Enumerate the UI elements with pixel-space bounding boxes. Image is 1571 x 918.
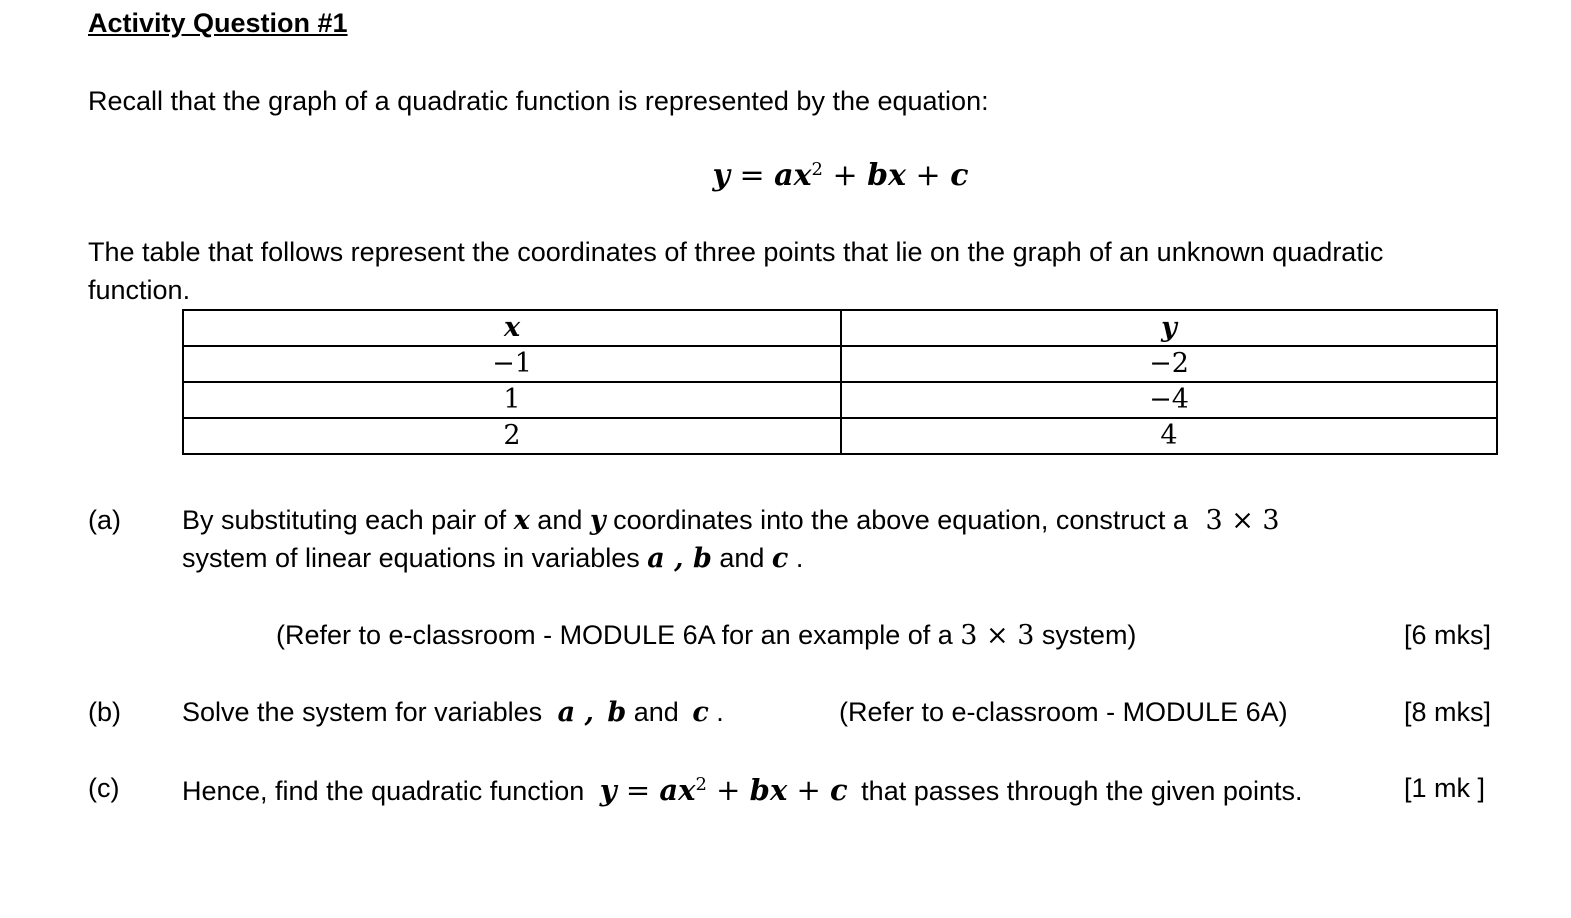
var-a: a [647, 543, 665, 574]
part-a-note [276, 620, 1136, 651]
part-a-line1 [182, 505, 1280, 536]
eq-equals: = [616, 773, 660, 807]
part-a-line2 [182, 543, 803, 574]
var-b: b [607, 697, 627, 728]
eq-equals: = [729, 158, 775, 193]
eq-plus1: + [706, 773, 750, 807]
eq-exponent: 2 [811, 159, 823, 180]
eq-y: y [712, 158, 730, 193]
part-c-text-start: Hence, find the quadratic function [182, 776, 592, 806]
cell-x: −1 [183, 346, 841, 382]
eq-x2: x [769, 773, 788, 807]
period: . [708, 697, 724, 727]
eq-b: b [867, 158, 889, 193]
part-a-marks: [6 mks] [1404, 620, 1492, 650]
var-y: y [589, 505, 606, 536]
eq-exponent: 2 [695, 774, 707, 795]
part-b-note: (Refer to e-classroom - MODULE 6A) [839, 697, 1288, 727]
header-y: y [841, 310, 1497, 346]
part-a-note-dimension: 3 × 3 [960, 620, 1035, 651]
table-header-row [183, 310, 1497, 346]
eq-plus2: + [787, 773, 830, 807]
part-c-text-end: that passes through the given points. [853, 776, 1303, 806]
eq-b: b [749, 773, 770, 807]
part-a-line1-text: By substituting each pair of [182, 505, 514, 535]
cell-y: −4 [841, 382, 1497, 418]
var-b: b [692, 543, 712, 574]
part-b-text-start: Solve the system for variables [182, 697, 550, 727]
part-c-text [182, 773, 1302, 808]
table-row [183, 418, 1497, 454]
part-a-line2-and: and [711, 543, 772, 573]
eq-plus2: + [906, 158, 951, 193]
header-x: x [183, 310, 841, 346]
eq-a: a [659, 773, 679, 807]
part-c-marks: [1 mk ] [1404, 773, 1486, 803]
eq-x1: x [793, 158, 812, 193]
table-row [183, 382, 1497, 418]
eq-a: a [774, 158, 794, 193]
eq-c: c [950, 158, 969, 193]
period: . [788, 543, 804, 573]
part-a-label: (a) [88, 505, 121, 535]
eq-c: c [830, 773, 848, 807]
table-row [183, 346, 1497, 382]
eq-y: y [599, 773, 617, 807]
part-a-line2-text: system of linear equations in variables [182, 543, 648, 573]
cell-y: −2 [841, 346, 1497, 382]
part-a-and: and [529, 505, 590, 535]
part-a-line1-rest: coordinates into the above equation, construct a [605, 505, 1196, 535]
comma: , [664, 543, 693, 574]
part-b-and: and [626, 697, 687, 727]
eq-x1: x [678, 773, 696, 807]
comma: , [575, 697, 604, 728]
table-intro-line1: The table that follows represent the coordinates of three points that lie on the graph of an unknown quadratic [88, 237, 1384, 267]
var-c: c [771, 543, 789, 574]
part-b-text [182, 697, 724, 728]
intro-text: Recall that the graph of a quadratic function is represented by the equation: [88, 86, 989, 116]
eq-x2: x [888, 158, 907, 193]
var-x: x [513, 505, 530, 536]
activity-title: Activity Question #1 [88, 8, 348, 38]
eq-plus1: + [822, 158, 868, 193]
coordinates-table [182, 309, 1498, 455]
cell-x: 2 [183, 418, 841, 454]
quadratic-equation [0, 158, 1571, 193]
part-c-label: (c) [88, 773, 120, 803]
part-b-marks: [8 mks] [1404, 697, 1492, 727]
var-a: a [557, 697, 576, 728]
table-intro-line2: function. [88, 275, 191, 305]
var-c: c [692, 697, 709, 728]
part-a-note-end: system) [1034, 620, 1137, 650]
part-a-dimension: 3 × 3 [1205, 505, 1280, 536]
cell-y: 4 [841, 418, 1497, 454]
cell-x: 1 [183, 382, 841, 418]
part-a-note-text: (Refer to e-classroom - MODULE 6A for an example of a [276, 620, 961, 650]
part-b-label: (b) [88, 697, 121, 727]
